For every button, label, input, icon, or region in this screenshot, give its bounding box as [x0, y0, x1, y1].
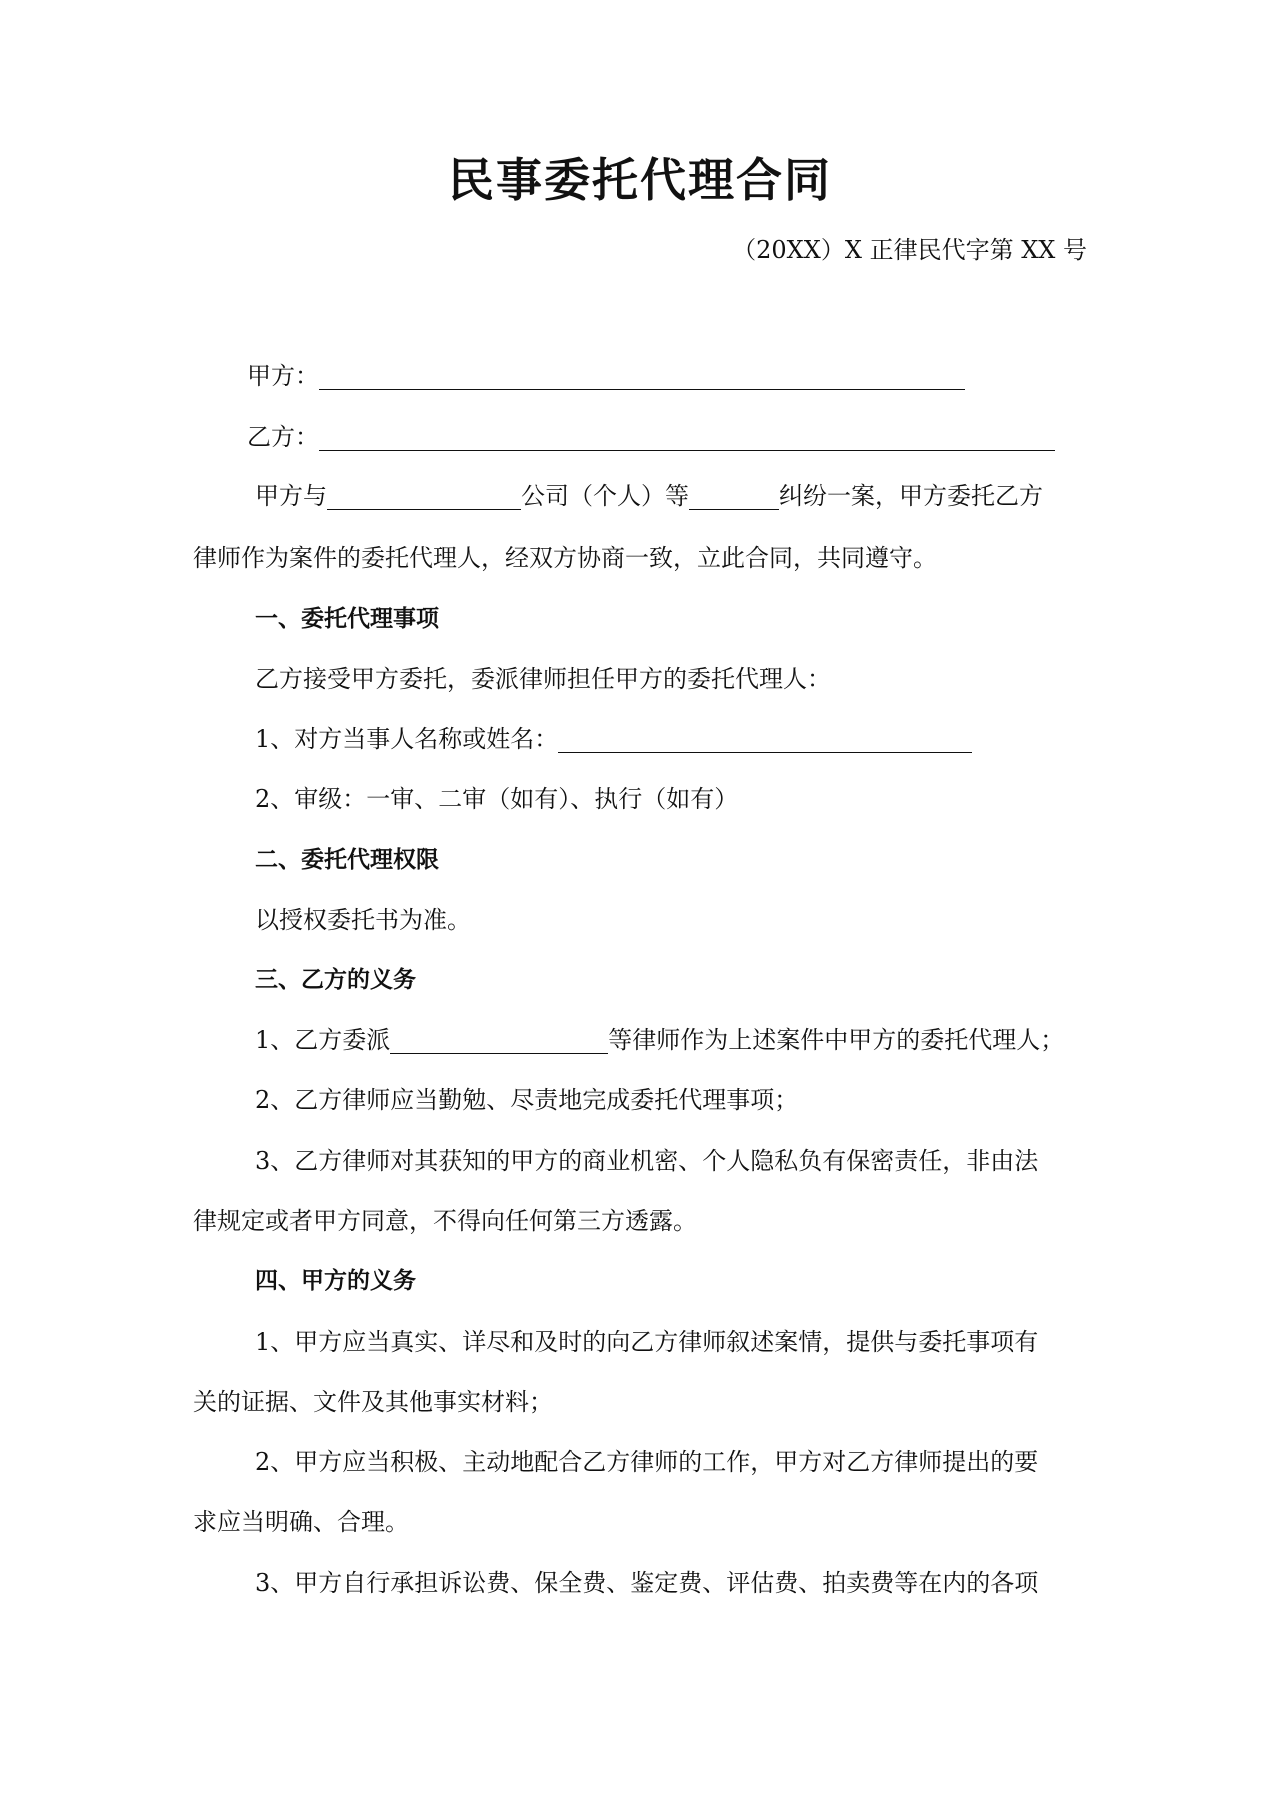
company-blank[interactable] [327, 483, 521, 510]
section1-item1-text: 1、对方当事人名称或姓名： [255, 725, 559, 753]
section4-heading: 四、甲方的义务 [255, 1268, 416, 1294]
section4-item1-line2: 关的证据、文件及其他事实材料； [193, 1388, 553, 1416]
section3-item3-line1: 3、乙方律师对其获知的甲方的商业机密、个人隐私负有保密责任，非由法 [255, 1147, 1039, 1175]
intro-line-2: 律师作为案件的委托代理人，经双方协商一致，立此合同，共同遵守。 [193, 544, 937, 572]
intro-text-a: 甲方与 [255, 482, 327, 510]
section3-item3-line2: 律规定或者甲方同意，不得向任何第三方透露。 [193, 1207, 697, 1235]
opposing-party-blank[interactable] [558, 726, 972, 753]
party-b-line [247, 419, 1055, 455]
section1-paragraph: 乙方接受甲方委托，委派律师担任甲方的委托代理人： [255, 665, 831, 693]
section4-item1-line1: 1、甲方应当真实、详尽和及时的向乙方律师叙述案情，提供与委托事项有 [255, 1328, 1039, 1356]
section2-heading: 二、委托代理权限 [255, 847, 439, 873]
intro-line-1 [255, 478, 1043, 514]
section3-item2: 2、乙方律师应当勤勉、尽责地完成委托代理事项； [255, 1086, 799, 1114]
section1-item2: 2、审级：一审、二审（如有）、执行（如有） [255, 785, 739, 813]
party-a-line [247, 358, 965, 394]
document-number: （20XX）X 正律民代字第 XX 号 [732, 236, 1087, 264]
section3-item1-text-b: 等律师作为上述案件中甲方的委托代理人； [608, 1026, 1065, 1054]
section1-item1 [255, 721, 972, 757]
intro-text-b: 公司（个人）等 [521, 482, 689, 510]
party-a-label: 甲方： [247, 362, 319, 390]
section3-item1-text-a: 1、乙方委派 [255, 1026, 391, 1054]
lawyer-name-blank[interactable] [390, 1027, 608, 1054]
document-title: 民事委托代理合同 [448, 153, 832, 207]
section4-item2-line2: 求应当明确、合理。 [193, 1508, 409, 1536]
section4-item2-line1: 2、甲方应当积极、主动地配合乙方律师的工作，甲方对乙方律师提出的要 [255, 1448, 1039, 1476]
section2-paragraph: 以授权委托书为准。 [255, 906, 471, 934]
section3-heading: 三、乙方的义务 [255, 967, 416, 993]
party-b-label: 乙方： [247, 423, 319, 451]
intro-text-c: 纠纷一案，甲方委托乙方 [779, 482, 1043, 510]
party-b-blank[interactable] [319, 424, 1055, 451]
dispute-blank[interactable] [689, 483, 779, 510]
section3-item1 [255, 1022, 1064, 1058]
party-a-blank[interactable] [319, 363, 965, 390]
section4-item3-line1: 3、甲方自行承担诉讼费、保全费、鉴定费、评估费、拍卖费等在内的各项 [255, 1569, 1039, 1597]
section1-heading: 一、委托代理事项 [255, 606, 439, 632]
